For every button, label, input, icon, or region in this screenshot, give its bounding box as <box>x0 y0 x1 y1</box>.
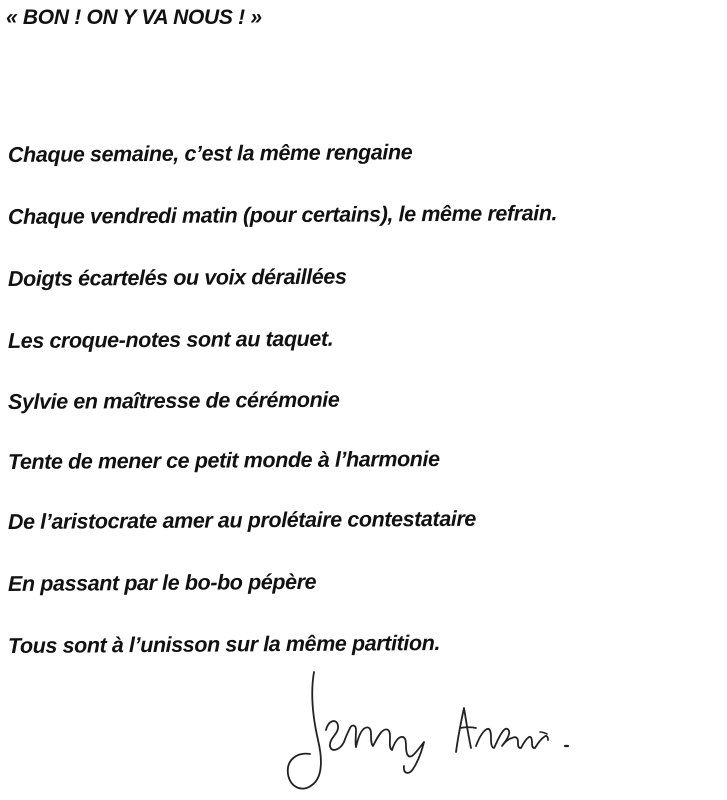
poem-line: Chaque semaine, c’est la même rengaine <box>7 140 413 167</box>
poem-line: Les croque-notes sont au taquet. <box>7 326 334 353</box>
poem-line: De l’aristocrate amer au prolétaire contestataire <box>7 506 477 534</box>
poem-line: Chaque vendredi matin (pour certains), le même refrain. <box>7 201 558 229</box>
poem-title: « BON ! ON Y VA NOUS ! » <box>6 6 262 29</box>
poem-line: Tous sont à l’unisson sur la même partition. <box>7 630 441 658</box>
poem-line: Tente de mener ce petit monde à l’harmonie <box>7 446 440 474</box>
handwritten-signature-icon <box>280 660 600 800</box>
poem-line: Sylvie en maîtresse de cérémonie <box>7 387 340 414</box>
poem-line: En passant par le bo-bo pépère <box>7 569 317 596</box>
poem-line: Doigts écartelés ou voix déraillées <box>7 264 347 291</box>
